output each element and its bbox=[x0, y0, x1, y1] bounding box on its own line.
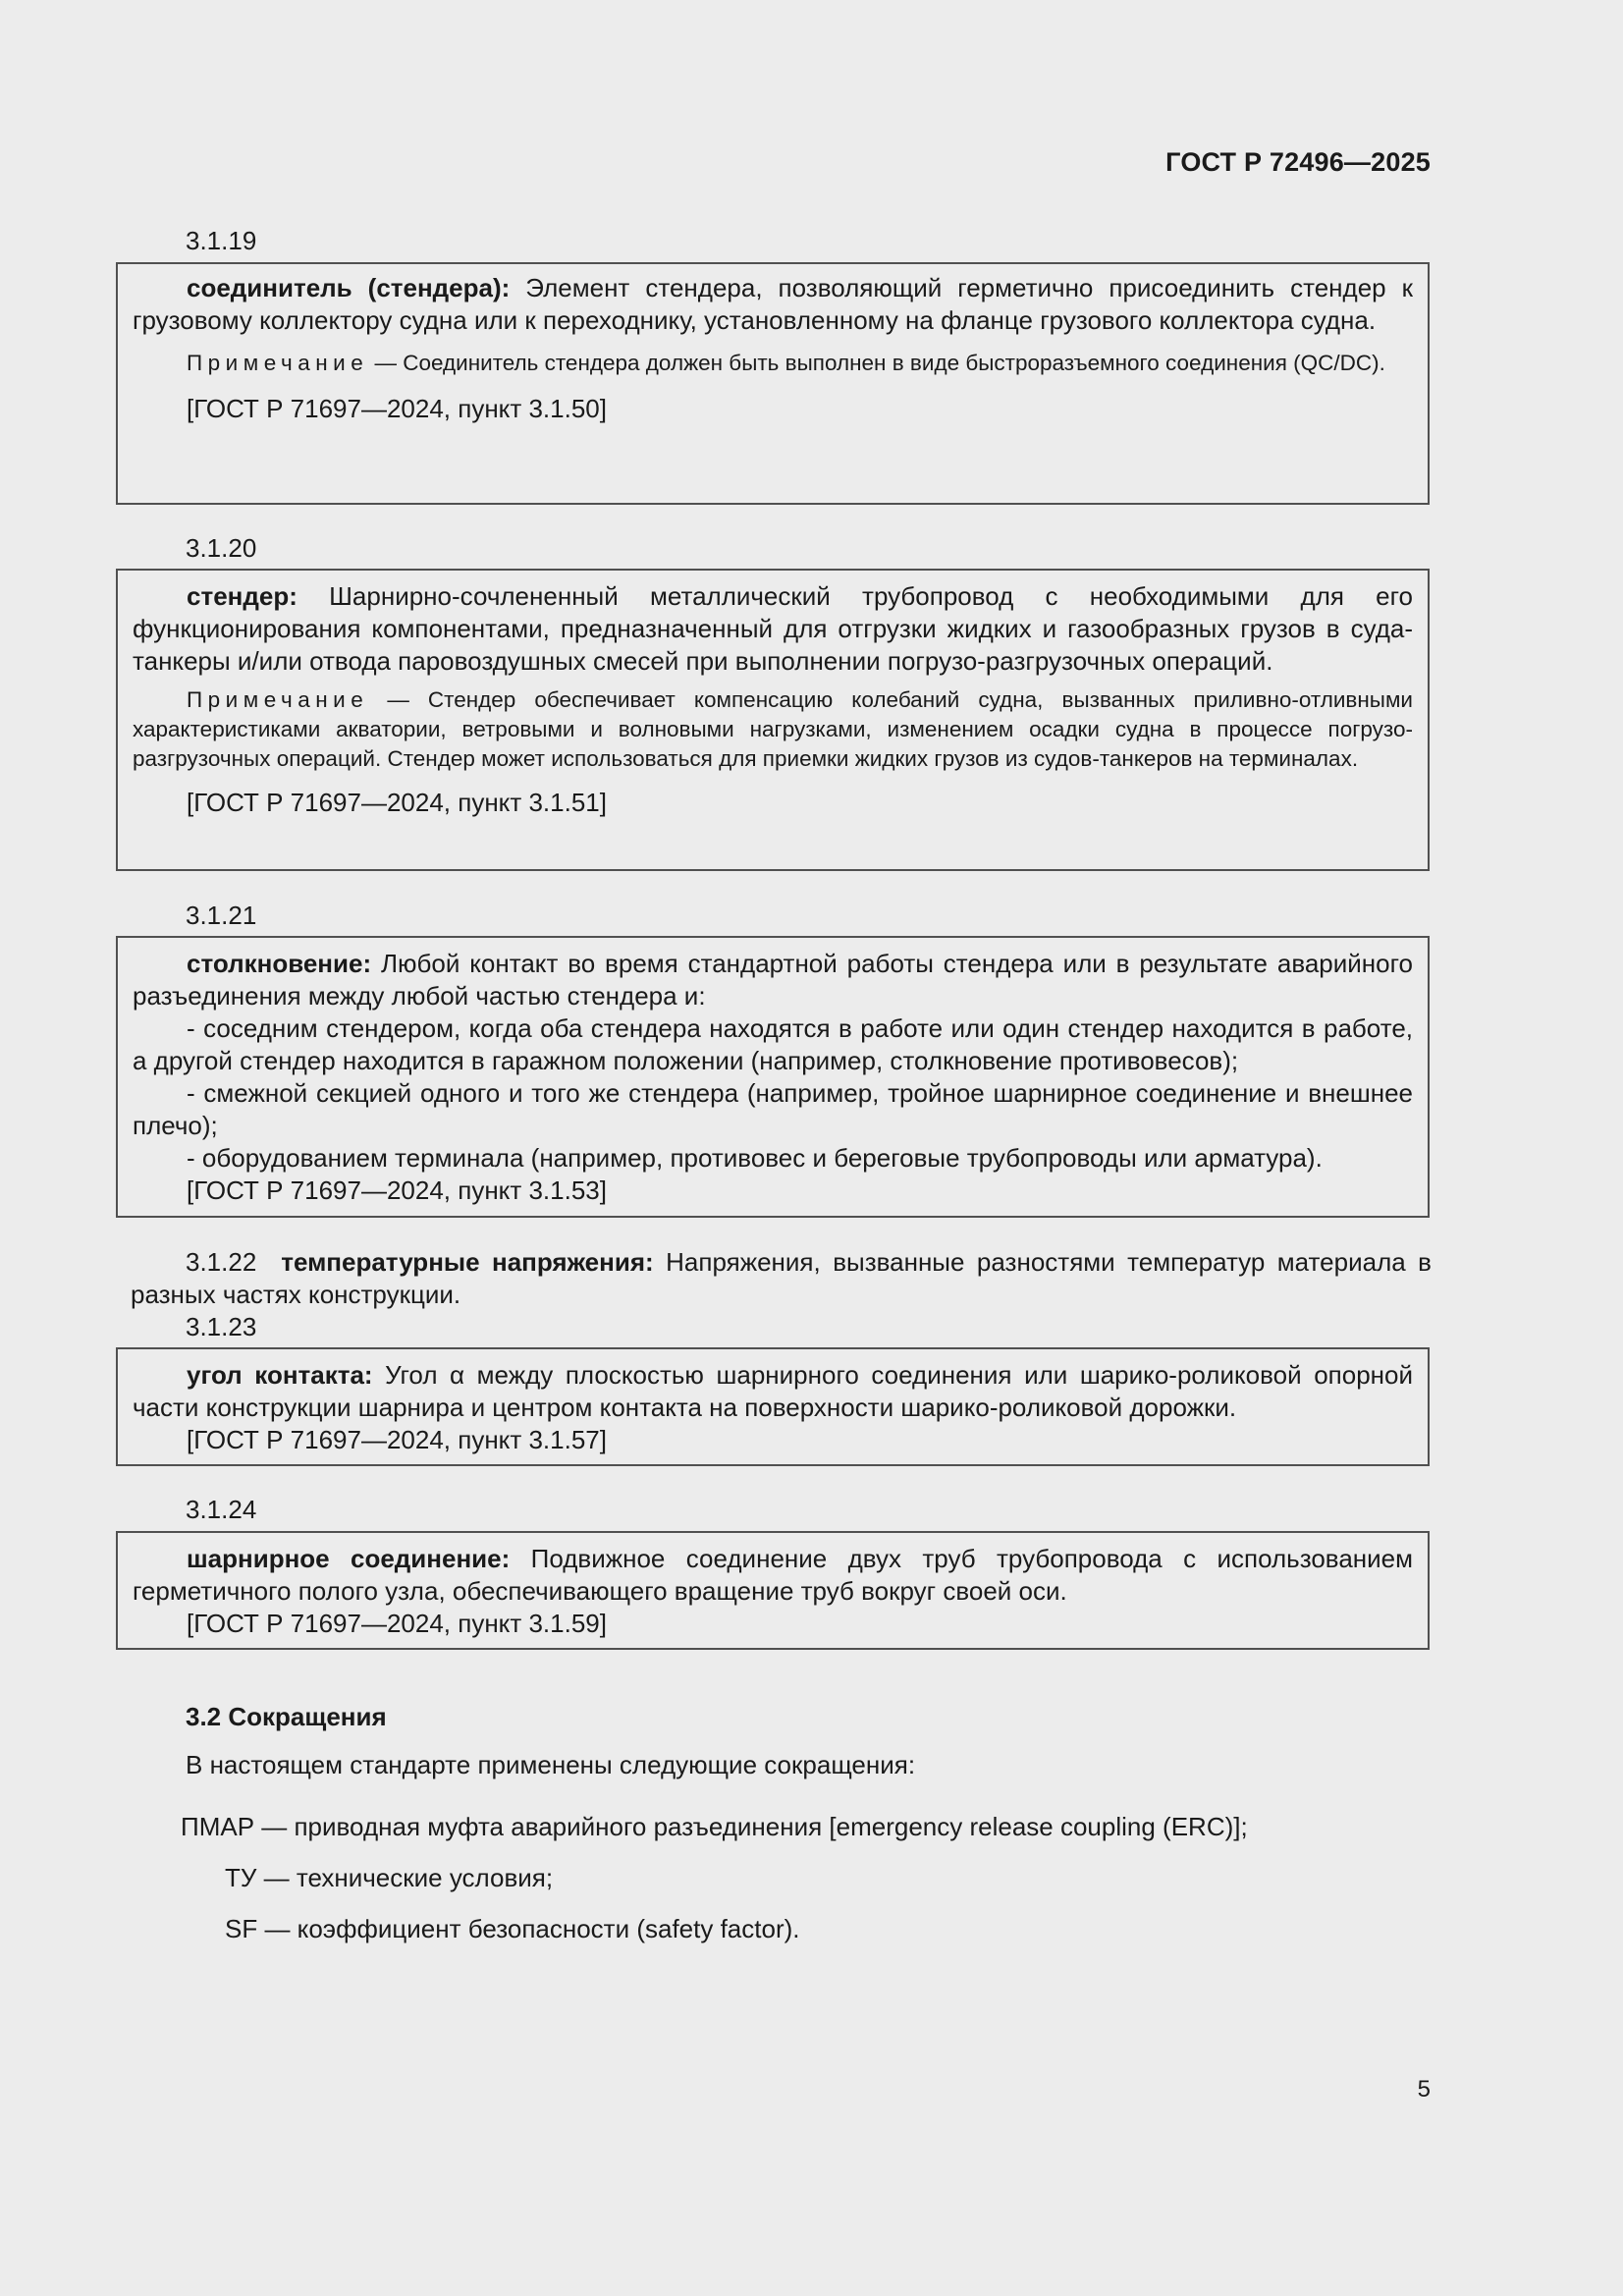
document-id: ГОСТ Р 72496—2025 bbox=[1165, 147, 1431, 177]
section-title: 3.2 Сокращения bbox=[186, 1702, 387, 1731]
term-name: шарнирное соединение: bbox=[187, 1544, 511, 1573]
term-reference: [ГОСТ Р 71697—2024, пункт 3.1.53] bbox=[187, 1175, 607, 1205]
abbreviation-entry bbox=[181, 1812, 1248, 1842]
page-number: 5 bbox=[1417, 2076, 1431, 2103]
term-3-1-22 bbox=[131, 1246, 1432, 1311]
abbreviation-entry bbox=[225, 1863, 553, 1893]
term-reference: [ГОСТ Р 71697—2024, пункт 3.1.57] bbox=[187, 1425, 607, 1454]
term-note: Примечание — Соединитель стендера должен быть выполнен в виде быстроразъемного соединения (QC/DC). bbox=[187, 351, 1385, 375]
term-box-3-1-24 bbox=[116, 1531, 1430, 1650]
term-number: 3.1.23 bbox=[186, 1312, 257, 1341]
term-number: 3.1.20 bbox=[186, 533, 257, 563]
abbreviation: ТУ bbox=[225, 1863, 257, 1892]
abbreviation-meaning: — приводная муфта аварийного разъединения [emergency release coupling (ERC)]; bbox=[254, 1812, 1248, 1841]
term-definition: угол контакта: Угол α между плоскостью шарнирного соединения или шарико-роликовой опорной части конструкции шарнира и центром контакта на поверхности шарико-роликовой дорожки. bbox=[133, 1360, 1414, 1422]
list-item: - оборудованием терминала (например, противовес и береговые трубопроводы или арматура). bbox=[187, 1143, 1323, 1173]
note-label: Примечание bbox=[187, 351, 369, 375]
term-box-3-1-21 bbox=[116, 936, 1430, 1218]
abbreviation: ПМАР bbox=[181, 1812, 255, 1841]
term-name: соединитель (стендера): bbox=[187, 273, 511, 302]
abbreviation-entry bbox=[225, 1914, 800, 1944]
term-name: стендер: bbox=[187, 581, 298, 611]
term-number: 3.1.24 bbox=[186, 1495, 257, 1524]
abbreviation-meaning: — коэффициент безопасности (safety factor). bbox=[257, 1914, 800, 1943]
term-definition: соединитель (стендера): Элемент стендера, позволяющий герметично присоединить стендер к грузовому коллектору судна или к переходнику, установленному на фланце грузового коллектора судна. bbox=[133, 273, 1413, 335]
term-name: угол контакта: bbox=[187, 1360, 373, 1390]
term-name: столкновение: bbox=[187, 949, 372, 978]
abbreviation: SF bbox=[225, 1914, 258, 1943]
note-label: Примечание bbox=[187, 687, 369, 712]
section-intro: В настоящем стандарте применены следующие сокращения: bbox=[186, 1750, 916, 1779]
term-definition: Напряжения, вызванные разностями температур материала в разных частях конструкции. bbox=[131, 1247, 1432, 1309]
term-box-3-1-23 bbox=[116, 1347, 1430, 1466]
term-box-3-1-19 bbox=[116, 262, 1430, 505]
term-note: Примечание — Стендер обеспечивает компенсацию колебаний судна, вызванных приливно-отливными характеристиками акватории, ветровыми и волновыми нагрузками, изменением осадки судна в процессе погрузо-разгрузочных операций. Стендер может использоваться для приемки жидких грузов из судов-танкеров на терминалах. bbox=[133, 687, 1413, 771]
term-definition: шарнирное соединение: Подвижное соединение двух труб трубопровода с использованием герметичного полого узла, обеспечивающего вращение труб вокруг своей оси. bbox=[133, 1544, 1413, 1606]
term-number: 3.1.22 bbox=[186, 1247, 257, 1277]
term-reference: [ГОСТ Р 71697—2024, пункт 3.1.51] bbox=[187, 788, 607, 817]
list-item: - соседним стендером, когда оба стендера находятся в работе или один стендер находится в работе, а другой стендер находится в гаражном положении (например, столкновение противовесов); bbox=[133, 1013, 1413, 1075]
list-item: - смежной секцией одного и того же стендера (например, тройное шарнирное соединение и внешнее плечо); bbox=[133, 1078, 1413, 1140]
term-definition: столкновение: Любой контакт во время стандартной работы стендера или в результате аварийного разъединения между любой частью стендера и: bbox=[133, 949, 1413, 1011]
term-name: температурные напряжения: bbox=[281, 1247, 654, 1277]
term-number: 3.1.19 bbox=[186, 226, 257, 255]
term-box-3-1-20 bbox=[116, 569, 1430, 871]
abbreviation-meaning: — технические условия; bbox=[256, 1863, 554, 1892]
term-reference: [ГОСТ Р 71697—2024, пункт 3.1.50] bbox=[187, 394, 607, 423]
term-definition: стендер: Шарнирно-сочлененный металлический трубопровод с необходимыми для его функционирования компонентами, предназначенный для отгрузки жидких и газообразных грузов в суда-танкеры и/или отвода паровоздушных смесей при выполнении погрузо-разгрузочных операций. bbox=[133, 581, 1413, 676]
term-reference: [ГОСТ Р 71697—2024, пункт 3.1.59] bbox=[187, 1609, 607, 1638]
term-number: 3.1.21 bbox=[186, 901, 257, 930]
